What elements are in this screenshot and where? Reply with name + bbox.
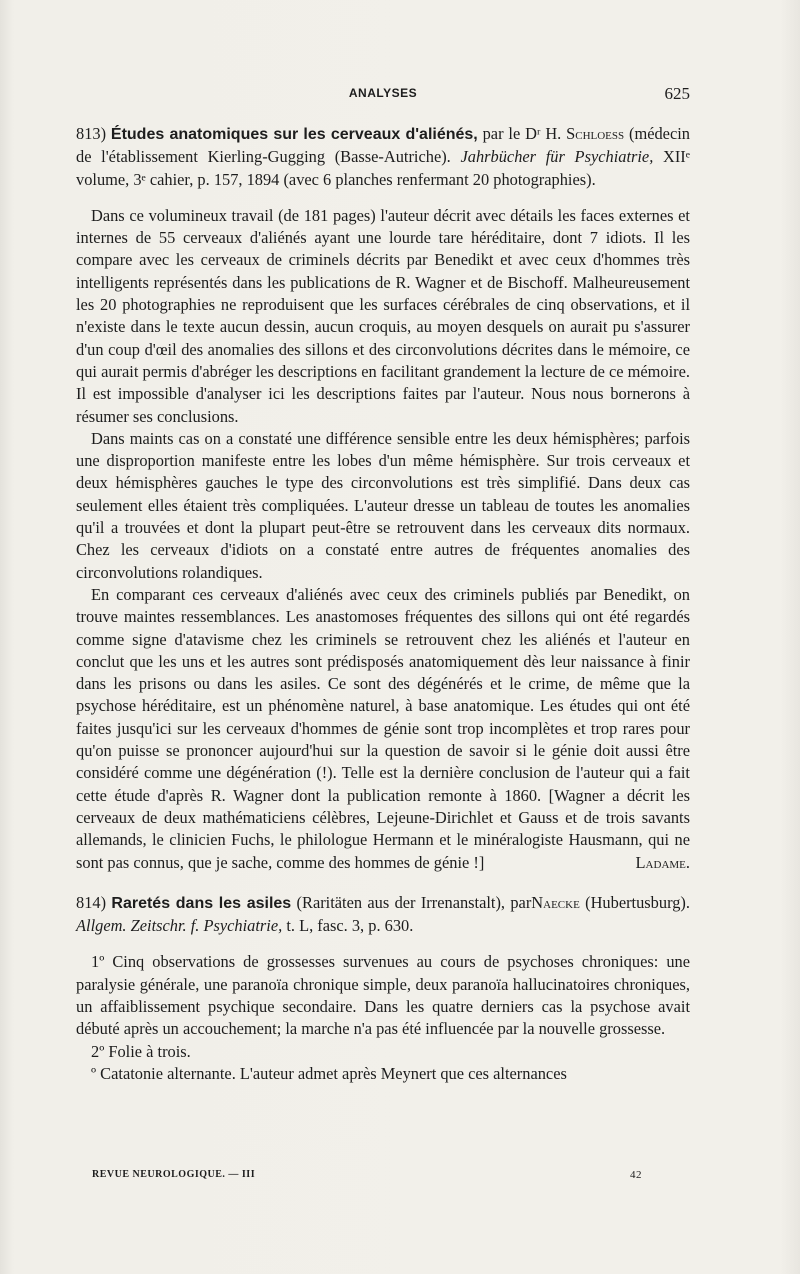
footer-journal: REVUE NEUROLOGIQUE. — III	[92, 1169, 256, 1180]
author-prefix: par le Dʳ H.	[482, 124, 562, 143]
body-text	[76, 123, 690, 1085]
page-number: 625	[664, 84, 690, 103]
signature-mark: 42	[630, 1169, 642, 1181]
spacer	[76, 937, 690, 951]
journal-name: Jahrbücher für Psychiatrie,	[460, 147, 654, 167]
author-name: Naecke	[531, 892, 580, 912]
entry-number: 814)	[76, 892, 107, 912]
entry-814-heading	[76, 892, 690, 938]
spacer	[76, 874, 690, 892]
journal-name: Allgem. Zeitschr. f. Psychiatrie,	[76, 916, 283, 936]
paragraph	[76, 584, 690, 874]
entry-813-heading	[76, 123, 690, 191]
spacer	[76, 191, 690, 205]
page-header	[76, 86, 690, 110]
entry-title: Raretés dans les asiles	[111, 894, 292, 912]
journal-reference: t. L, fasc. 3, p. 630.	[286, 916, 414, 936]
running-head: ANALYSES	[348, 86, 418, 100]
entry-title: Études anatomiques sur les cerveaux d'aliénés,	[110, 126, 478, 143]
paragraph: º Catatonie alternante. L'auteur admet après Meynert que ces alternances	[91, 1063, 567, 1083]
entry-number: 813)	[76, 124, 107, 143]
journal-reference: XIIᵉ volume, 3ᵉ cahier, p. 157, 1894 (avec 6 planches renfermant 20 photographies).	[76, 147, 690, 189]
entry-subtitle: (Raritäten aus der Irrenanstalt), par	[296, 892, 532, 912]
author-name: Schloess	[566, 124, 625, 143]
author-affiliation: (médecin de l'établissement Kierling-Gugging (Basse-Autriche).	[76, 124, 690, 167]
author-affiliation: (Hubertusburg).	[585, 892, 690, 912]
page-footer	[92, 1169, 652, 1180]
paragraph: 2º Folie à trois.	[91, 1041, 191, 1061]
paragraph-text: En comparant ces cerveaux d'aliénés avec ceux des criminels publiés par Benedikt, on trouve maintes ressemblances. Les anastomoses fréquentes des sillons qui ont été regardés comme signe d'atavisme chez les criminels se retrouvent chez les aliénés et l'auteur en conclut que les uns et les autres sont prédisposés anatomiquement dès leur naissance à finir dans les prisons ou dans les asiles. Ce sont des dégénérés et le crime, de même que la psychose héréditaire, est un phénomène naturel, à base anatomique. Les études qui ont été faites jusqu'ici sur les cerveaux d'hommes de génie sont trop incomplètes et trop rares pour qu'on puisse se prononcer aujourd'hui sur la question de savoir si le génie doit aussi être considéré comme une dégénération (!). Telle est la dernière conclusion de l'auteur qui a fait cette étude d'après R. Wagner dont la publication remonte à 1860. [Wagner a décrit les cerveaux de deux mathématiciens célèbres, Lejeune-Dirichlet et Gauss et de trois savants allemands, le clinicien Fuchs, le philologue Hermann et le minéralogiste Hausmann, qui ne sont pas connus, que je sache, comme des hommes de génie !]	[76, 584, 690, 872]
paragraph: 1º Cinq observations de grossesses survenues au cours de psychoses chroniques: une paralysie générale, une paranoïa chronique simple, deux paranoïa hallucinatoires chroniques, un affaiblissement psychique secondaire. Dans les quatre derniers cas la psychose avait débuté après un accouchement; la marche n'a pas été influencée par la nouvelle grossesse.	[76, 952, 690, 1039]
paragraph: Dans ce volumineux travail (de 181 pages) l'auteur décrit avec détails les faces externes et internes de 55 cerveaux d'aliénés ayant une lourde tare héréditaire, dont 7 idiots. Il les compare avec les cerveaux de criminels décrits par Benedikt et avec ceux d'hommes très intelligents représentés dans les publications de R. Wagner et de Bischoff. Malheureusement les 20 photographies ne reproduisent que les surfaces cérébrales de cinq observations, et il n'existe dans le texte aucun dessin, aucun croquis, au moyen desquels on aurait pu s'assurer d'un coup d'œil des anomalies des sillons et des circonvolutions décrites dans le mémoire, ce qui aurait permis d'abréger les descriptions en facilitant grandement la lecture de ce mémoire. Il est impossible d'analyser ici les descriptions faites par l'auteur. Nous nous bornerons à résumer ses conclusions.	[76, 205, 690, 426]
reviewer-signature: Ladame.	[635, 852, 690, 872]
paragraph: Dans maints cas on a constaté une différence sensible entre les deux hémisphères; parfois une disproportion manifeste entre les lobes d'un même hémisphère. Sur trois cerveaux et deux hémisphères gauches le type des circonvolutions est très simplifié. Dans deux cas seulement elles étaient très compliquées. L'auteur dresse un tableau de toutes les anomalies qu'il a trouvées et dont la plupart peut-être se retrouvent dans les cerveaux dits normaux. Chez les cerveaux d'idiots on a constaté entre autres de fréquentes anomalies des circonvolutions rolandiques.	[76, 428, 690, 582]
